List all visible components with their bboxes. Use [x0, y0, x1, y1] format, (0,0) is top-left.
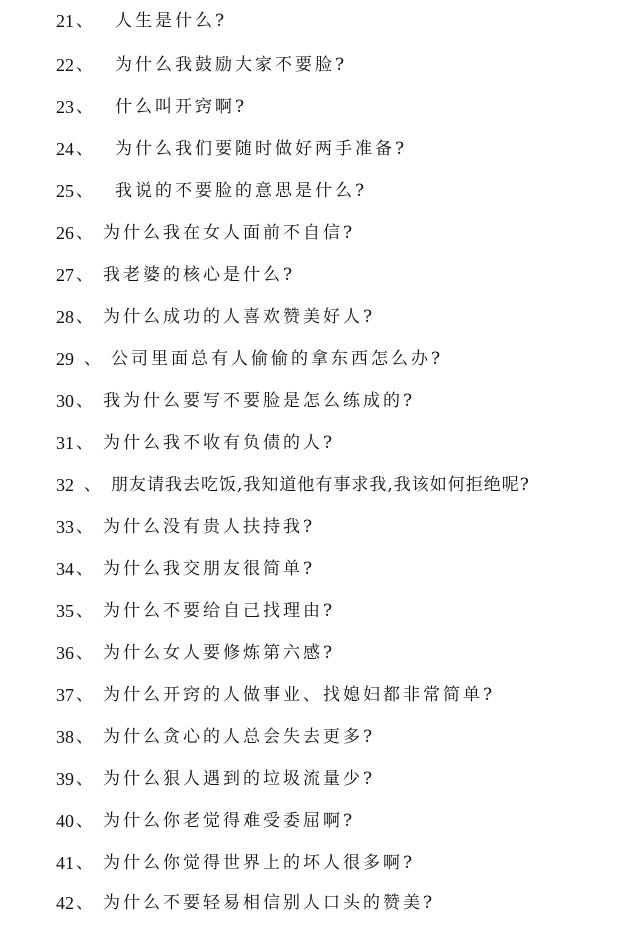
item-separator: 、: [76, 853, 93, 873]
item-text: 为什么成功的人喜欢赞美好人?: [103, 307, 376, 327]
item-text: 人生是什么?: [115, 11, 228, 31]
item-separator: 、: [76, 893, 93, 913]
item-separator: 、: [76, 223, 93, 243]
item-text: 我老婆的核心是什么?: [103, 265, 296, 285]
item-number: 22: [56, 55, 74, 75]
list-item: [56, 808, 355, 834]
item-separator: 、: [76, 55, 93, 75]
list-item: [56, 262, 295, 288]
item-text: 为什么没有贵人扶持我?: [103, 517, 316, 537]
item-number: 40: [56, 811, 74, 831]
item-number: 29: [56, 349, 74, 369]
list-item: [56, 514, 315, 540]
item-separator: 、: [76, 811, 93, 831]
list-item: [56, 472, 530, 498]
list-item: [56, 682, 495, 708]
item-text: 为什么不要轻易相信别人口头的赞美?: [103, 893, 436, 913]
item-text: 我为什么要写不要脸是怎么练成的?: [103, 391, 416, 411]
list-item: [56, 766, 375, 792]
item-separator: 、: [76, 181, 93, 201]
item-text: 为什么我交朋友很简单?: [103, 559, 316, 579]
item-number: 27: [56, 265, 74, 285]
item-text: 为什么不要给自己找理由?: [103, 601, 336, 621]
list-item: [56, 52, 347, 78]
item-number: 24: [56, 139, 74, 159]
list-item: [56, 430, 335, 456]
list-item: [56, 94, 247, 120]
item-text: 为什么你老觉得难受委屈啊?: [103, 811, 356, 831]
item-number: 33: [56, 517, 74, 537]
list-item: [56, 556, 315, 582]
item-number: 38: [56, 727, 74, 747]
item-number: 41: [56, 853, 74, 873]
item-number: 25: [56, 181, 74, 201]
item-separator: 、: [76, 517, 93, 537]
list-item: [56, 890, 435, 916]
list-item: [56, 304, 375, 330]
item-separator: 、: [76, 559, 93, 579]
list-item: [56, 850, 415, 876]
item-number: 36: [56, 643, 74, 663]
list-item: [56, 724, 375, 750]
item-separator: 、: [84, 475, 101, 495]
item-separator: 、: [76, 769, 93, 789]
list-item: [56, 346, 443, 372]
item-number: 26: [56, 223, 74, 243]
item-number: 42: [56, 893, 74, 913]
item-number: 37: [56, 685, 74, 705]
item-number: 39: [56, 769, 74, 789]
list-item: [56, 220, 355, 246]
item-separator: 、: [76, 307, 93, 327]
item-separator: 、: [84, 349, 101, 369]
item-text: 我说的不要脸的意思是什么?: [115, 181, 368, 201]
item-text: 为什么我在女人面前不自信?: [103, 223, 356, 243]
item-separator: 、: [76, 11, 93, 31]
list-item: [56, 388, 415, 414]
item-separator: 、: [76, 391, 93, 411]
item-separator: 、: [76, 601, 93, 621]
item-text: 朋友请我去吃饭,我知道他有事求我,我该如何拒绝呢?: [111, 475, 530, 495]
item-number: 31: [56, 433, 74, 453]
item-text: 为什么你觉得世界上的坏人很多啊?: [103, 853, 416, 873]
item-number: 21: [56, 11, 74, 31]
item-text: 为什么贪心的人总会失去更多?: [103, 727, 376, 747]
list-item: [56, 598, 335, 624]
item-separator: 、: [76, 643, 93, 663]
item-separator: 、: [76, 433, 93, 453]
item-text: 为什么女人要修炼第六感?: [103, 643, 336, 663]
item-number: 30: [56, 391, 74, 411]
item-number: 28: [56, 307, 74, 327]
item-number: 35: [56, 601, 74, 621]
item-separator: 、: [76, 139, 93, 159]
item-separator: 、: [76, 685, 93, 705]
list-item: [56, 136, 407, 162]
list-item: [56, 640, 335, 666]
item-text: 为什么狠人遇到的垃圾流量少?: [103, 769, 376, 789]
item-separator: 、: [76, 97, 93, 117]
item-number: 34: [56, 559, 74, 579]
item-text: 为什么我鼓励大家不要脸?: [115, 55, 348, 75]
item-separator: 、: [76, 265, 93, 285]
item-text: 为什么我们要随时做好两手准备?: [115, 139, 408, 159]
item-number: 32: [56, 475, 74, 495]
list-item: [56, 8, 227, 34]
item-text: 什么叫开窍啊?: [115, 97, 248, 117]
item-text: 为什么开窍的人做事业、找媳妇都非常简单?: [103, 685, 496, 705]
item-number: 23: [56, 97, 74, 117]
list-item: [56, 178, 367, 204]
item-separator: 、: [76, 727, 93, 747]
item-text: 为什么我不收有负债的人?: [103, 433, 336, 453]
item-text: 公司里面总有人偷偷的拿东西怎么办?: [111, 349, 444, 369]
